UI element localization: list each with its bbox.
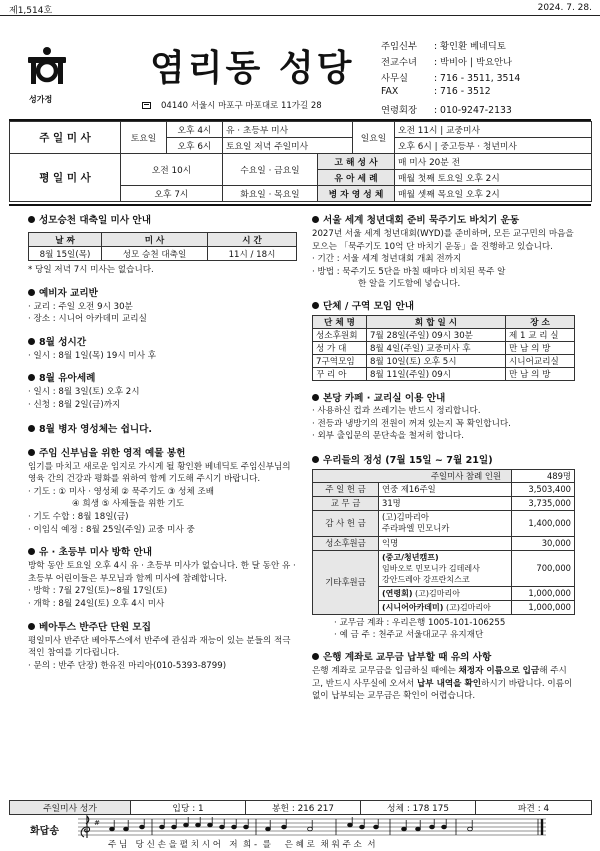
offering-desc: (고)김마리아 주라파엘 민모니카: [379, 510, 512, 536]
th-time: 시 간: [208, 233, 297, 247]
list-item: ④ 희생 ⑤ 사제들을 위한 기도: [72, 499, 185, 510]
special-desc: (시니어아카데미) (고)김마리아: [379, 600, 512, 614]
special-amount: 1,000,000: [512, 600, 575, 614]
holy-family-logo: [24, 46, 70, 86]
list-item: · 기간 : 서울 세계 청년대회 개최 전까지: [312, 254, 462, 265]
confession-label: 고 해 성 사: [318, 154, 395, 170]
list-item: · 이임식 예정 : 8월 25일(주일) 교중 미사 중: [28, 524, 195, 535]
weekday-time: 오전 10시: [121, 154, 223, 186]
th-mass: 미 사: [102, 233, 208, 247]
funeral-label: 연령회장: [381, 105, 417, 116]
th-group: 단 체 명: [313, 315, 367, 328]
sick-communion-notice: 8월 병자 영성체는 쉽니다.: [28, 421, 296, 435]
th-date: 날 짜: [29, 233, 102, 247]
offering-amount: 3,503,400: [512, 482, 575, 496]
office-label: 사무실: [381, 73, 408, 84]
saturday-label: 토요일: [121, 122, 167, 154]
mailbox-icon: [142, 102, 151, 109]
fax-label: FAX: [381, 86, 399, 97]
offering-label: 성소후원금: [313, 536, 379, 550]
table-row: 7구역모임 8월 10일(토) 오후 5시 시니어교리실: [313, 354, 575, 367]
list-item: · 전등과 냉방기의 전원이 꺼져 있는지 꼭 확인합니다.: [312, 418, 511, 429]
infant-baptism-heading: 8월 유아세례: [28, 370, 296, 384]
weekday-mass-label: 평 일 미 사: [10, 154, 121, 202]
list-item: · 기도 : ① 미사 · 영성체 ② 묵주기도 ③ 성체 조배: [28, 486, 215, 497]
sun-row: 오후 6시 | 중고등부 · 청년미사: [395, 138, 592, 154]
sunday-mass-label: 주 일 미 사: [10, 122, 121, 154]
weekday-time: 오후 7시: [121, 186, 223, 202]
baptism-label: 유 아 세 례: [318, 170, 395, 186]
account-line: · 교무금 계좌 : 우리은행 1005-101-106255: [334, 617, 506, 628]
sisters-value: 박비아 | 박요안나: [440, 57, 512, 68]
hymn-communion: 성체 : 178 175: [361, 801, 476, 815]
bank-text: 은행 계좌로 교무금을 입금하실 때에는 채정자 이름으로 입금해 주시고, 반드시 사무실에 오셔서 납부 내역을 확인하시기 바랍니다. 이름이 없이 납부되는 교무금은 확인이 어렵습니다.: [312, 665, 573, 702]
offering-label: 교 무 금: [313, 496, 379, 510]
sick-communion-label: 병 자 영 성 체: [318, 186, 395, 202]
svg-text:#: #: [94, 819, 100, 827]
td-time: 11시 / 18시: [208, 247, 297, 261]
assumption-heading: 성모승천 대축일 미사 안내: [28, 212, 296, 226]
bullet-icon: [28, 548, 35, 555]
special-amount: 700,000: [512, 550, 575, 586]
choir-heading: 베아투스 반주단 단원 모집: [28, 619, 296, 633]
bullet-icon: [28, 449, 35, 456]
bullet-icon: [28, 216, 35, 223]
td-date: 8월 15일(목): [29, 247, 102, 261]
contact-block: 주임신부 : 황인환 베네딕토 전교수녀 : 박비아 | 박요안나 사무실 : 716 - 3511, 3514 FAX : 716 - 3512 연령회장 : 010-9247-2133: [381, 38, 595, 118]
bullet-icon: [28, 623, 35, 630]
logo-caption: 성가정: [29, 95, 53, 104]
bullet-icon: [28, 374, 35, 381]
bullet-icon: [312, 394, 319, 401]
sisters-label: 전교수녀: [381, 57, 417, 68]
issue-date: 2024. 7. 28.: [537, 3, 592, 13]
sat-desc: 유 · 초등부 미사: [223, 122, 353, 138]
list-item: · 사용하신 컵과 쓰레기는 반드시 정리합니다.: [312, 405, 481, 416]
choir-text: 평일미사 반주단 베아투스에서 반주에 관심과 재능이 있는 분들의 적극적인 참여를 기다립니다.: [28, 635, 291, 659]
assumption-table: [28, 232, 297, 261]
right-column: [312, 212, 574, 703]
hymn-offertory: 봉헌 : 216 217: [246, 801, 361, 815]
groups-heading: 단체 / 구역 모임 안내: [312, 298, 574, 312]
hymn-entrance: 입당 : 1: [131, 801, 246, 815]
offering-amount: 30,000: [512, 536, 575, 550]
farewell-heading: 주임 신부님을 위한 영적 예물 봉헌: [28, 445, 296, 459]
special-desc: (연령회) (고)김마리아: [379, 586, 512, 600]
list-item: · 외부 출입문의 문단속을 철저히 합니다.: [312, 431, 464, 442]
wyd-heading: 서울 세계 청년대회 준비 묵주기도 바치기 운동: [312, 212, 574, 226]
bullet-icon: [28, 338, 35, 345]
bullet-icon: [28, 425, 35, 432]
offerings-heading: 우리들의 정성 (7월 15일 ~ 7월 21일): [312, 452, 574, 466]
baptism-value: 매월 첫째 토요일 오후 2시: [395, 170, 592, 186]
offering-amount: 1,400,000: [512, 510, 575, 536]
vacation-text: 방학 동안 토요일 오후 4시 유 · 초등부 미사가 없습니다. 한 달 동안 유 · 초등부 어린이들은 부모님과 함께 미사에 참례합니다.: [28, 561, 296, 584]
mass-schedule-table: [9, 121, 592, 202]
weekday-days: 수요일 · 금요일: [223, 154, 318, 186]
list-item: · 개학 : 8월 24일(토) 오후 4시 미사: [28, 598, 165, 609]
farewell-text: 임기를 마치고 새로운 임지로 가시게 될 황인환 베네딕토 주임신부님의 영육 간의 건강과 평화를 위하여 함께 기도해 주시기 바랍니다.: [28, 461, 291, 485]
hymn-table: [9, 800, 592, 815]
offering-label: 감 사 헌 금: [313, 510, 379, 536]
funeral-value: 010-9247-2133: [440, 105, 512, 116]
list-item: · 기도 수합 : 8월 18일(금): [28, 511, 129, 522]
hymn-dismissal: 파견 : 4: [476, 801, 592, 815]
bank-heading: 은행 계좌로 교무금 납부할 때 유의 사항: [312, 649, 574, 663]
list-item: · 일시 : 8월 3일(토) 오후 2시: [28, 387, 140, 398]
cafe-heading: 본당 카페 · 교리실 이용 안내: [312, 390, 574, 404]
list-item: · 방학 : 7월 27일(토)~8월 17일(토): [28, 586, 168, 597]
sick-communion-value: 매월 셋째 목요일 오후 2시: [395, 186, 592, 202]
address-line: [142, 99, 322, 111]
special-offering-label: 기타후원금: [313, 550, 379, 614]
psalm-label: 화답송: [30, 826, 59, 837]
table-row: 성소후원회 7월 28일(주일) 09시 30분 제 1 교 리 실: [313, 328, 575, 341]
table-row: 성 가 대 8월 4일(주일) 교중미사 후 만 남 의 방: [313, 341, 575, 354]
confession-value: 매 미사 20분 전: [395, 154, 592, 170]
offering-label: 주 일 헌 금: [313, 482, 379, 496]
list-item: · 문의 : 반주 단장) 한유진 마리아(010-5393-8799): [28, 660, 227, 671]
music-staff: [78, 815, 548, 839]
issue-number: 제1,514호: [9, 6, 53, 16]
list-item: · 방법 : 묵주기도 5단을 바칠 때마다 비치된 묵주 알: [312, 266, 506, 277]
pastor-value: 황인환 베네딕토: [440, 41, 506, 52]
sun-row: 오전 11시 | 교중미사: [395, 122, 592, 138]
adoration-heading: 8월 성시간: [28, 334, 296, 348]
offerings-table: [312, 469, 575, 615]
table-row: 꾸 리 아 8월 11일(주일) 09시 만 남 의 방: [313, 367, 575, 380]
sunday-label: 일요일: [353, 122, 395, 154]
list-item: · 일시 : 8월 1일(목) 19시 미사 후: [28, 350, 157, 361]
td-mass: 성모 승천 대축일: [102, 247, 208, 261]
office-value: 716 - 3511, 3514: [440, 73, 521, 84]
sat-time: 오후 4시: [167, 122, 223, 138]
pastor-label: 주임신부: [381, 41, 417, 52]
offering-desc: 연중 제16주일: [379, 482, 512, 496]
catechesis-heading: 예비자 교리반: [28, 285, 296, 299]
list-item: · 신청 : 8월 2일(금)까지: [28, 399, 121, 410]
weekday-days: 화요일 · 목요일: [223, 186, 318, 202]
th-meeting: 회 합 일 시: [367, 315, 506, 328]
sat-time: 오후 6시: [167, 138, 223, 154]
church-name: 염리동 성당: [150, 48, 355, 89]
bullet-icon: [312, 653, 319, 660]
attendance-value: 489명: [512, 469, 575, 482]
account-line: · 예 금 주 : 천주교 서울대교구 유지재단: [334, 630, 484, 641]
address-text: 04140 서울시 마포구 마포대로 11가길 28: [161, 101, 322, 111]
assumption-note: * 당일 저녁 7시 미사는 없습니다.: [28, 265, 154, 275]
hymn-label: 주일미사 성가: [10, 801, 131, 815]
list-item: · 장소 : 시니어 아카데미 교리실: [28, 314, 147, 325]
special-desc: (중고/청년캠프) 임바오로 민모니카 김데레사 강안드레아 강프란치스코: [379, 550, 512, 586]
left-column: [28, 212, 296, 672]
th-place: 장 소: [506, 315, 575, 328]
bullet-icon: [28, 289, 35, 296]
offering-desc: 익명: [379, 536, 512, 550]
offering-amount: 3,735,000: [512, 496, 575, 510]
groups-table: [312, 315, 575, 381]
bullet-icon: [312, 302, 319, 309]
bullet-icon: [312, 216, 319, 223]
vacation-heading: 유 · 초등부 미사 방학 안내: [28, 544, 296, 558]
list-item: · 교리 : 주일 오전 9시 30분: [28, 301, 133, 312]
fax-value: 716 - 3512: [440, 86, 491, 97]
wyd-text: 2027년 서울 세계 청년대회(WYD)를 준비하며, 모든 교구민의 마음을 모으는 「묵주기도 10억 단 바치기 운동」을 진행하고 있습니다.: [312, 229, 574, 252]
offering-desc: 31명: [379, 496, 512, 510]
attendance-label: 주일미사 참례 인원: [313, 469, 512, 482]
bullet-icon: [312, 456, 319, 463]
special-amount: 1,000,000: [512, 586, 575, 600]
sat-desc: 토요일 저녁 주일미사: [223, 138, 353, 154]
psalm-lyrics: 주 님 당 신 손 을 펼 치 시 어 저 희 - 를 은 혜 로 채 워 주 소 서: [108, 840, 376, 850]
list-item: 한 알을 기도함에 넣습니다.: [358, 279, 461, 290]
